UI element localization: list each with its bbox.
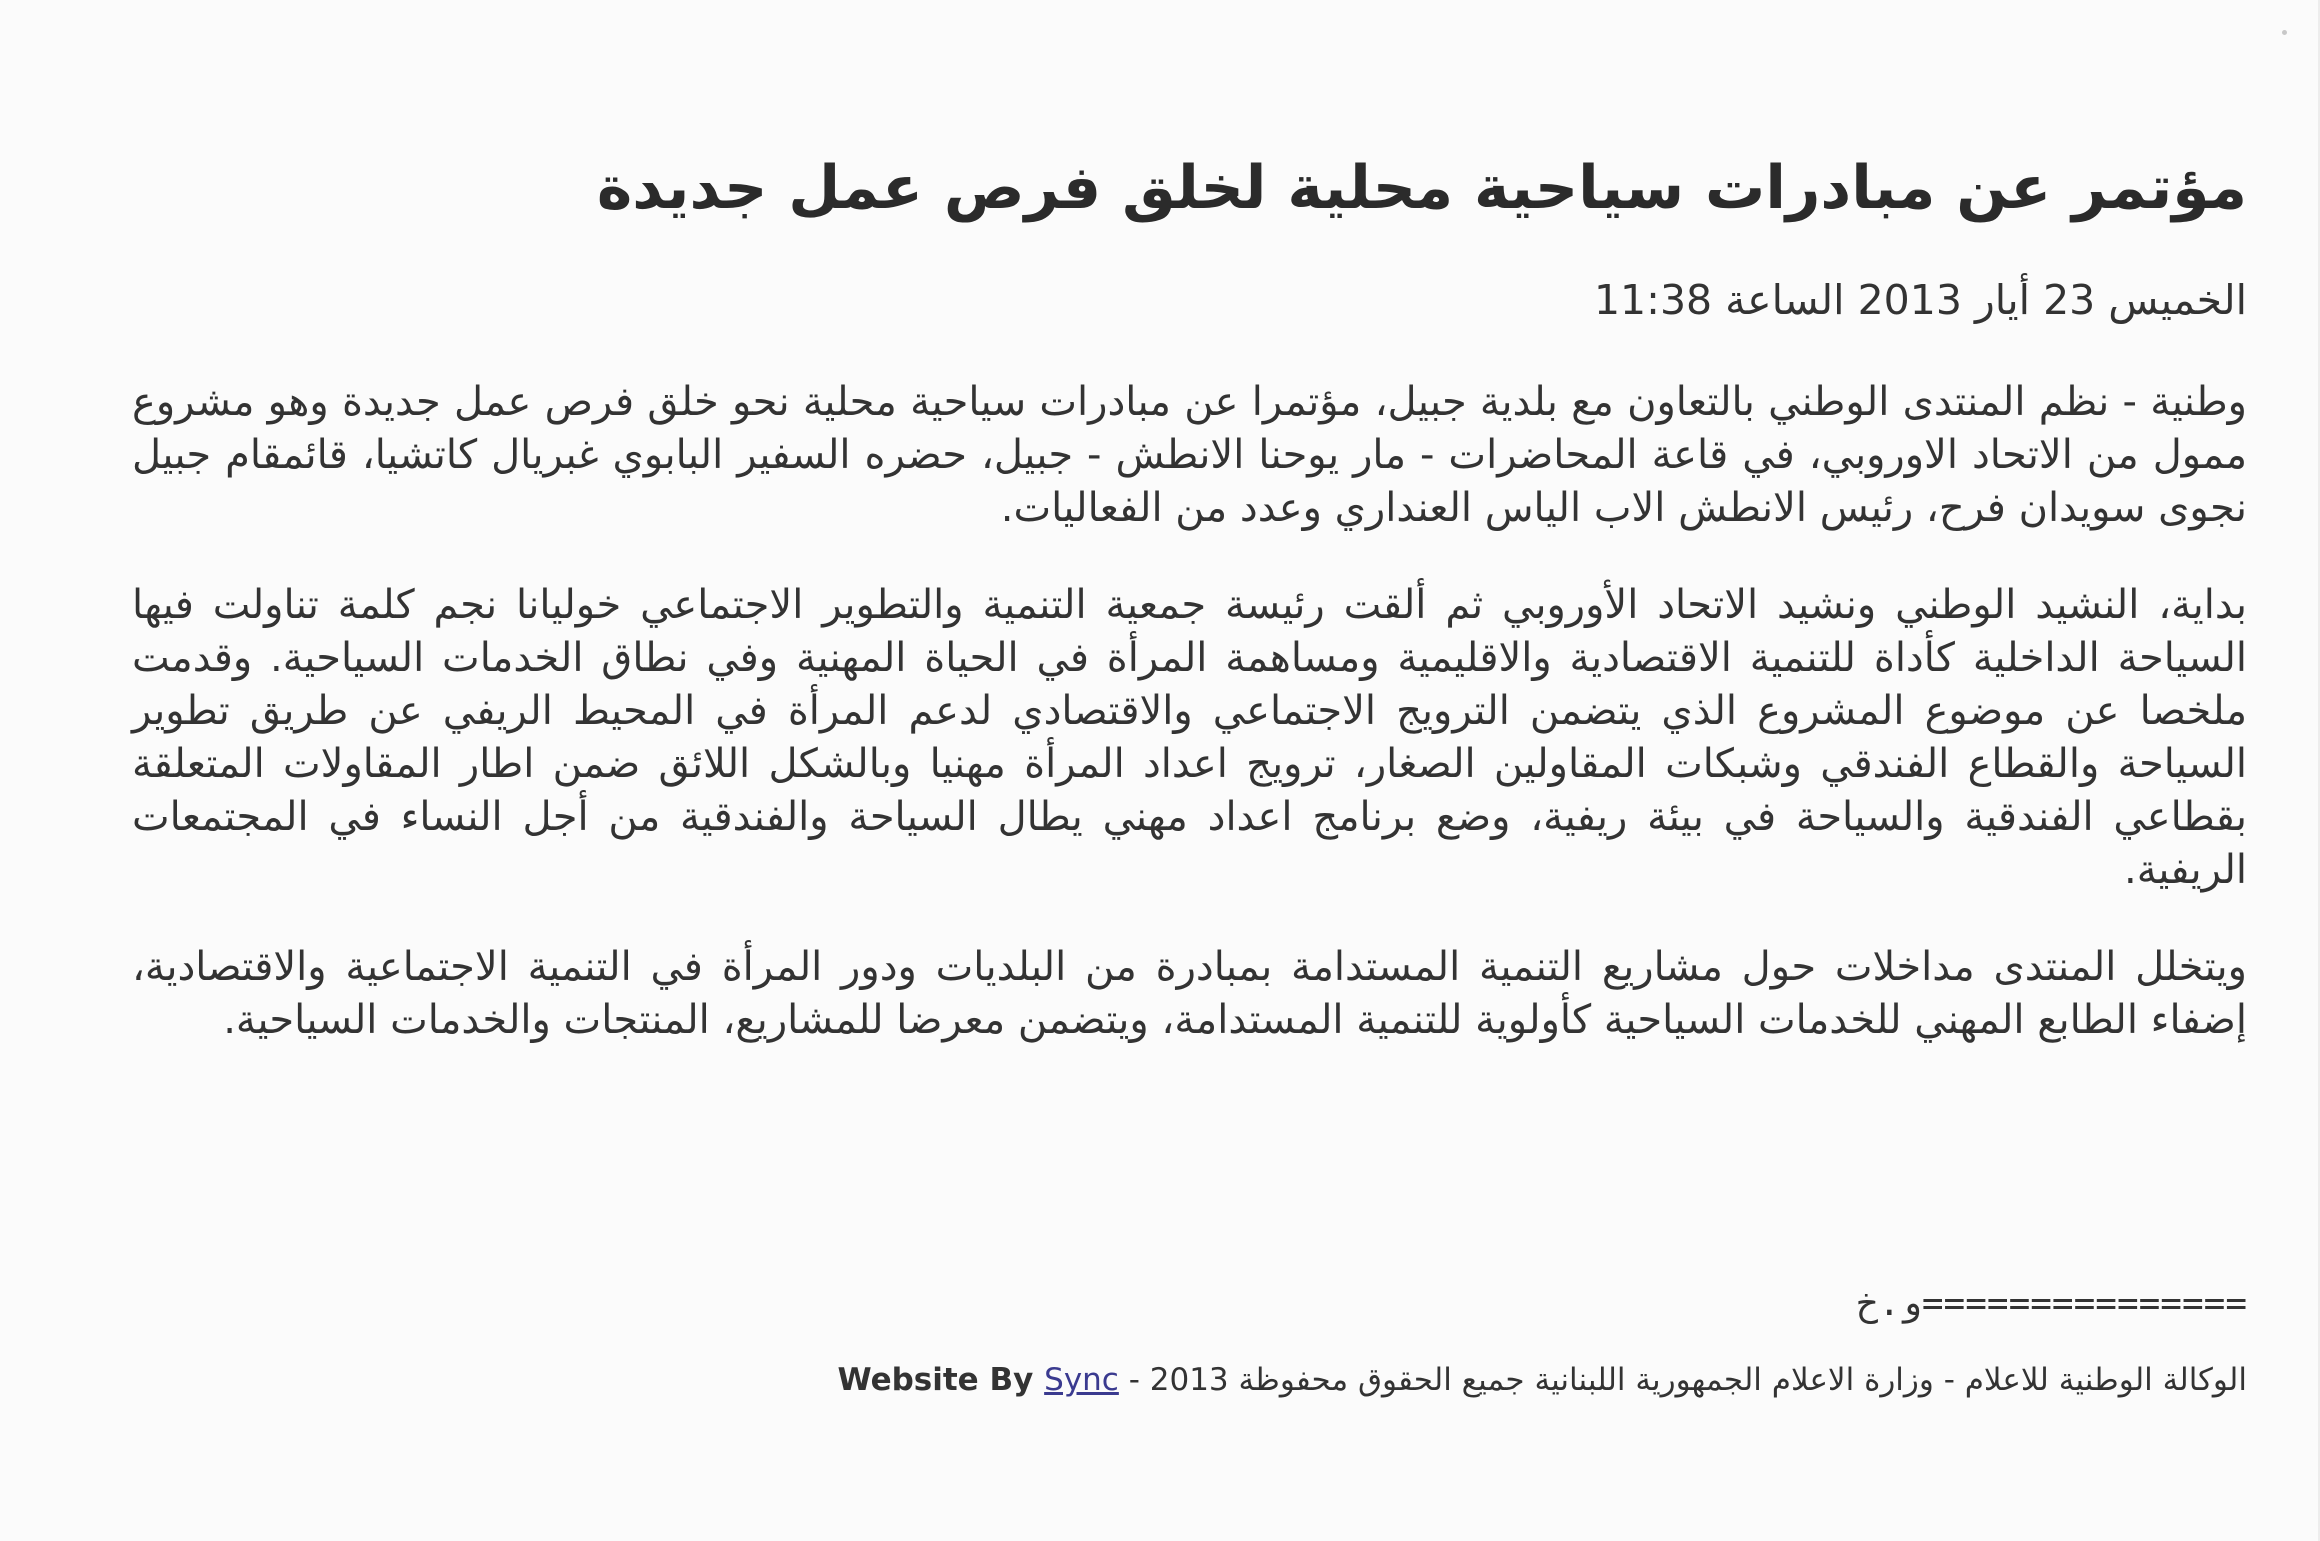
article-paragraph: بداية، النشيد الوطني ونشيد الاتحاد الأوروبي ثم ألقت رئيسة جمعية التنمية والتطوير الاجتماعي خوليانا نجم كلمة تناولت فيها السياحة الداخلية كأداة للتنمية الاقتصادية والاقليمية ومساهمة المرأة في الحياة المهنية وفي نطاق الخدمات السياحية. وقدمت ملخصا عن موضوع المشروع الذي يتضمن الترويج الاجتماعي والاقتصادي لدعم المرأة في المحيط الريفي عن طريق تطوير السياحة والقطاع الفندقي وشبكات المقاولين الصغار، ترويج اعداد المرأة مهنيا وبالشكل اللائق ضمن اطار المقاولات المتعلقة بقطاعي الفندقية والسياحة في بيئة ريفية، وضع برنامج اعداد مهني يطال السياحة والفندقية من أجل النساء في المجتمعات الريفية. [132, 582, 2247, 893]
scan-speck [2282, 30, 2287, 35]
footer-website-prefix: Website By [837, 1362, 1034, 1398]
article-paragraph: ويتخلل المنتدى مداخلات حول مشاريع التنمية المستدامة بمبادرة من البلديات ودور المرأة في التنمية الاجتماعية والاقتصادية، إضفاء الطابع المهني للخدمات السياحية كأولوية للتنمية المستدامة، ويتضمن معرضا للمشاريع، المنتجات والخدمات السياحية. [132, 944, 2247, 1043]
footer-website-link[interactable]: Sync [1044, 1362, 1119, 1398]
article-title: مؤتمر عن مبادرات سياحية محلية لخلق فرص عمل جديدة [596, 153, 2247, 223]
page-footer [837, 1355, 2247, 1405]
article-body [132, 140, 2247, 1047]
footer-website-credit [837, 1362, 1118, 1398]
article-dateline: الخميس 23 أيار 2013 الساعة 11:38 [1593, 276, 2247, 324]
article-signoff: ===============و.خ [1856, 1283, 2247, 1324]
article-paragraph: وطنية - نظم المنتدى الوطني بالتعاون مع بلدية جبيل، مؤتمرا عن مبادرات سياحية محلية نحو خلق فرص عمل جديدة وهو مشروع ممول من الاتحاد الاوروبي، في قاعة المحاضرات - مار يوحنا الانطش - جبيل، حضره السفير البابوي غبريال كاتشيا، قائمقام جبيل نجوى سويدان فرح، رئيس الانطش الاب الياس العنداري وعدد من الفعاليات. [132, 379, 2247, 531]
footer-copyright: الوكالة الوطنية للاعلام - وزارة الاعلام الجمهورية اللبنانية جميع الحقوق محفوظة 2013 - [1128, 1362, 2247, 1398]
